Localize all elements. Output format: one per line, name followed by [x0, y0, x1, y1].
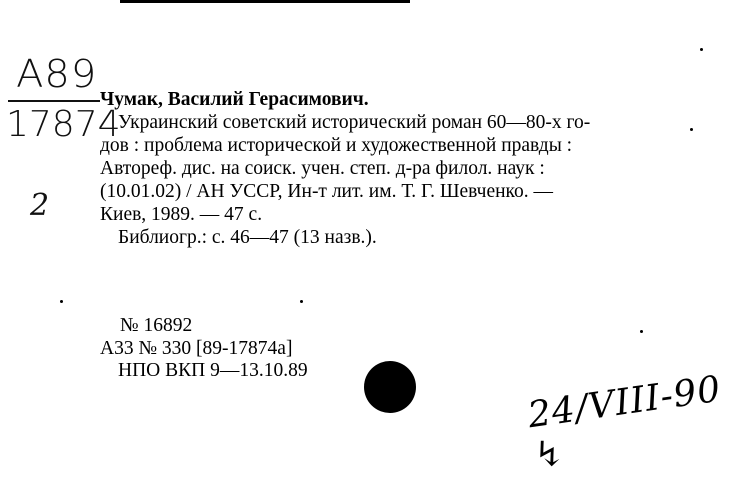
ink-speck [700, 48, 703, 51]
accession-number: № 16892 [120, 315, 193, 336]
publisher-line: НПО ВКП 9—13.10.89 [118, 360, 308, 381]
handwritten-side-number: 2 [30, 188, 50, 223]
shelfmark-bottom: 17874 [6, 104, 121, 145]
shelfmark-top: A89 [16, 52, 98, 96]
bibliography-note: Библиогр.: с. 46—47 (13 назв.). [118, 227, 377, 248]
ink-speck [640, 330, 643, 333]
title-line-4: (10.01.02) / АН УССР, Ин-т лит. им. Т. Г. Шевченко. — [100, 181, 554, 202]
author-heading: Чумак, Василий Герасимович. [100, 89, 369, 110]
accession-code: А33 № 330 [89-17874а] [100, 338, 293, 359]
ink-speck [690, 128, 693, 131]
ink-speck [300, 300, 303, 303]
handwritten-date: 24/VIII-90 ↯ [525, 368, 724, 477]
title-line-3: Автореф. дис. на соиск. учен. степ. д-ра филол. наук : [100, 158, 545, 179]
title-line-5: Киев, 1989. — 47 с. [100, 204, 263, 225]
title-line-2: дов : проблема исторической и художественной правды : [100, 135, 573, 156]
top-edge-rule [120, 0, 410, 3]
shelfmark-divider [8, 100, 100, 102]
title-line-1: Украинский советский исторический роман 60—80-х го- [118, 112, 591, 133]
punch-hole [364, 361, 416, 413]
ink-speck [60, 300, 63, 303]
